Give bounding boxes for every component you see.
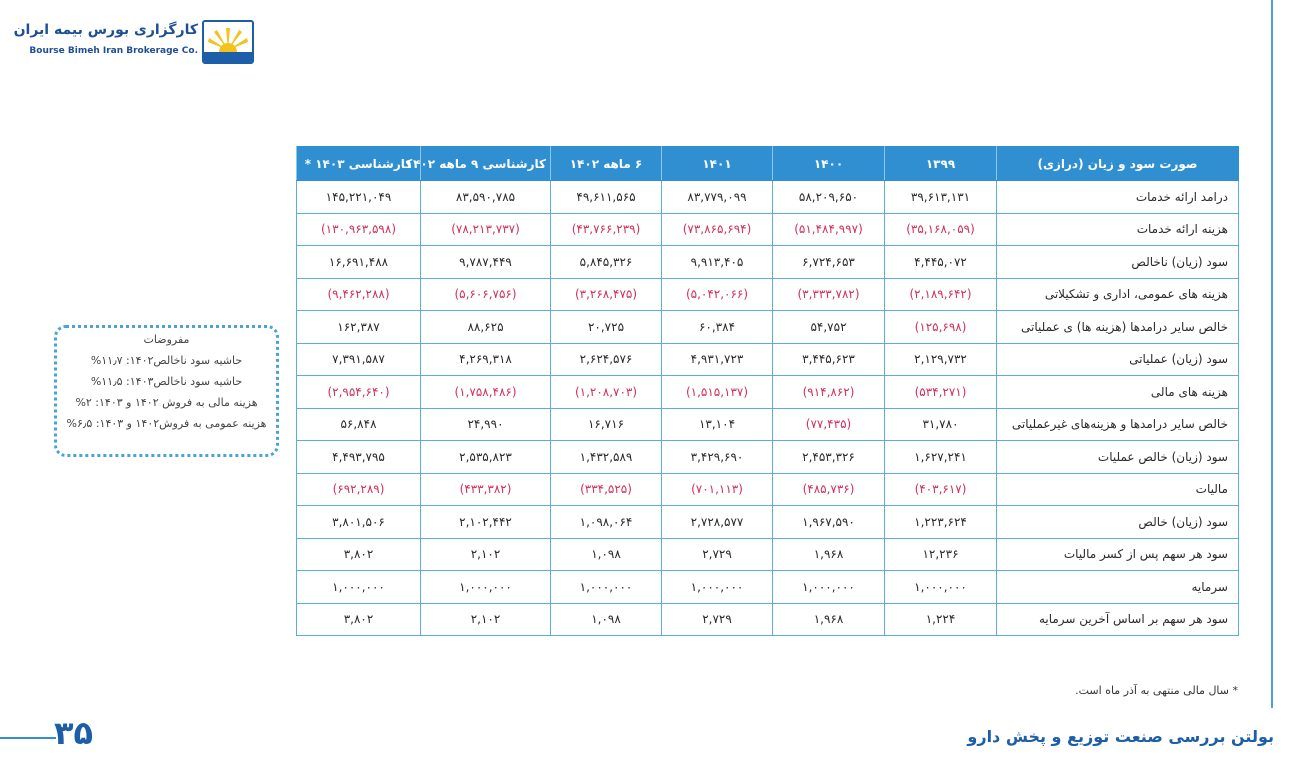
table-cell: (۵,۶۰۶,۷۵۶) bbox=[421, 278, 551, 311]
table-cell: ۳,۸۰۲ bbox=[297, 603, 421, 636]
table-cell: (۷۰۱,۱۱۳) bbox=[662, 473, 773, 506]
table-cell: (۳۵,۱۶۸,۰۵۹) bbox=[885, 213, 997, 246]
table-cell: ۱,۰۰۰,۰۰۰ bbox=[421, 571, 551, 604]
column-header: ۱۳۹۹ bbox=[885, 147, 997, 181]
table-cell: ۲,۷۲۹ bbox=[662, 538, 773, 571]
table-cell: ۳,۴۴۵,۶۲۳ bbox=[773, 343, 885, 376]
table-header-row bbox=[297, 147, 1239, 181]
table-cell: (۵,۰۴۲,۰۶۶) bbox=[662, 278, 773, 311]
table-cell: ۱,۰۰۰,۰۰۰ bbox=[551, 571, 662, 604]
column-header: ۱۴۰۱ bbox=[662, 147, 773, 181]
table-cell: ۵,۸۴۵,۳۲۶ bbox=[551, 246, 662, 279]
table-cell: (۵۳۴,۲۷۱) bbox=[885, 376, 997, 409]
row-label: هزینه های عمومی، اداری و تشکیلاتی bbox=[997, 278, 1239, 311]
column-header: ۶ ماهه ۱۴۰۲ bbox=[551, 147, 662, 181]
table-row bbox=[297, 538, 1239, 571]
table-cell: ۸۳,۷۷۹,۰۹۹ bbox=[662, 181, 773, 214]
footnote: * سال مالی منتهی به آذر ماه است. bbox=[1075, 684, 1238, 697]
table-cell: ۹,۹۱۳,۴۰۵ bbox=[662, 246, 773, 279]
table-cell: ۵۶,۸۴۸ bbox=[297, 408, 421, 441]
table-cell: (۹۱۴,۸۶۲) bbox=[773, 376, 885, 409]
table-cell: (۱,۵۱۵,۱۳۷) bbox=[662, 376, 773, 409]
table-cell: ۱,۰۰۰,۰۰۰ bbox=[885, 571, 997, 604]
column-header: ۱۴۰۰ bbox=[773, 147, 885, 181]
table-cell: (۷۷,۴۳۵) bbox=[773, 408, 885, 441]
table-cell: ۲,۱۲۹,۷۳۲ bbox=[885, 343, 997, 376]
table-cell: ۲,۱۰۲ bbox=[421, 538, 551, 571]
table-cell: ۷,۳۹۱,۵۸۷ bbox=[297, 343, 421, 376]
table-cell: ۱۶,۶۹۱,۴۸۸ bbox=[297, 246, 421, 279]
table-cell: (۳۳۴,۵۲۵) bbox=[551, 473, 662, 506]
assumption-line: حاشیه سود ناخالص۱۴۰۲: ۱۱٫۷% bbox=[90, 354, 243, 367]
table-cell: (۴۳۳,۳۸۲) bbox=[421, 473, 551, 506]
table-cell: ۸۸,۶۲۵ bbox=[421, 311, 551, 344]
table-cell: ۶۰,۳۸۴ bbox=[662, 311, 773, 344]
row-label: سود هر سهم پس از کسر مالیات bbox=[997, 538, 1239, 571]
row-label: خالص سایر درامدها و هزینه‌های غیرعملیاتی bbox=[997, 408, 1239, 441]
table-cell: (۳,۲۶۸,۴۷۵) bbox=[551, 278, 662, 311]
table-cell: (۴۸۵,۷۳۶) bbox=[773, 473, 885, 506]
table-cell: ۵۴,۷۵۲ bbox=[773, 311, 885, 344]
row-label: هزینه های مالی bbox=[997, 376, 1239, 409]
table-row bbox=[297, 441, 1239, 474]
assumption-line: هزینه مالی به فروش ۱۴۰۲ و ۱۴۰۳: ۲% bbox=[75, 396, 258, 409]
logo-name-en: Bourse Bimeh Iran Brokerage Co. bbox=[29, 46, 198, 56]
assumptions-title: مفروضات bbox=[143, 333, 190, 346]
table-cell: ۲,۱۰۲,۴۴۲ bbox=[421, 506, 551, 539]
table-cell: ۱,۹۶۸ bbox=[773, 603, 885, 636]
table-cell: ۱,۲۲۴ bbox=[885, 603, 997, 636]
row-label: هزینه ارائه خدمات bbox=[997, 213, 1239, 246]
table-cell: (۵۱,۴۸۴,۹۹۷) bbox=[773, 213, 885, 246]
table-cell: ۲,۴۵۳,۳۲۶ bbox=[773, 441, 885, 474]
row-label: مالیات bbox=[997, 473, 1239, 506]
table-cell: ۲,۱۰۲ bbox=[421, 603, 551, 636]
row-label: سود (زیان) خالص bbox=[997, 506, 1239, 539]
table-row bbox=[297, 376, 1239, 409]
column-header: صورت سود و زیان (درازی) bbox=[997, 147, 1239, 181]
table-cell: (۹,۴۶۲,۲۸۸) bbox=[297, 278, 421, 311]
assumptions-box bbox=[54, 325, 279, 457]
row-label: خالص سایر درامدها (هزینه ها) ی عملیاتی bbox=[997, 311, 1239, 344]
table-cell: ۴,۹۳۱,۷۲۳ bbox=[662, 343, 773, 376]
page-number-line bbox=[0, 737, 56, 739]
table-cell: ۱,۶۲۷,۲۴۱ bbox=[885, 441, 997, 474]
table-cell: ۱۳,۱۰۴ bbox=[662, 408, 773, 441]
table-cell: ۱۲,۲۳۶ bbox=[885, 538, 997, 571]
logo-name-fa: کارگزاری بورس بیمه ایران bbox=[13, 22, 198, 38]
table-cell: ۱,۰۹۸ bbox=[551, 538, 662, 571]
table-cell: (۲,۹۵۴,۶۴۰) bbox=[297, 376, 421, 409]
assumption-line: حاشیه سود ناخالص۱۴۰۳: ۱۱٫۵% bbox=[90, 375, 243, 388]
table-row bbox=[297, 246, 1239, 279]
table-row bbox=[297, 571, 1239, 604]
table-cell: (۱,۷۵۸,۴۸۶) bbox=[421, 376, 551, 409]
table-cell: ۴,۲۶۹,۳۱۸ bbox=[421, 343, 551, 376]
table-cell: (۷۳,۸۶۵,۶۹۴) bbox=[662, 213, 773, 246]
profit-loss-table bbox=[296, 146, 1239, 636]
table-cell: (۷۸,۲۱۳,۷۳۷) bbox=[421, 213, 551, 246]
row-label: سود هر سهم بر اساس آخرین سرمایه bbox=[997, 603, 1239, 636]
table-cell: ۲۰,۷۲۵ bbox=[551, 311, 662, 344]
table-cell: ۴۹,۶۱۱,۵۶۵ bbox=[551, 181, 662, 214]
table-row bbox=[297, 181, 1239, 214]
table-cell: ۳,۴۲۹,۶۹۰ bbox=[662, 441, 773, 474]
table-row bbox=[297, 213, 1239, 246]
table-row bbox=[297, 311, 1239, 344]
column-header: کارشناسی ۹ ماهه ۱۴۰۲ bbox=[421, 147, 551, 181]
table-cell: (۴۰۳,۶۱۷) bbox=[885, 473, 997, 506]
row-label: سود (زیان) عملیاتی bbox=[997, 343, 1239, 376]
table-cell: ۱۶۲,۳۸۷ bbox=[297, 311, 421, 344]
row-label: درامد ارائه خدمات bbox=[997, 181, 1239, 214]
table-cell: ۱,۰۹۸ bbox=[551, 603, 662, 636]
table-row bbox=[297, 473, 1239, 506]
table-cell: ۴,۴۴۵,۰۷۲ bbox=[885, 246, 997, 279]
table-row bbox=[297, 278, 1239, 311]
table-row bbox=[297, 408, 1239, 441]
table-cell: (۶۹۲,۲۸۹) bbox=[297, 473, 421, 506]
table-cell: ۱,۰۰۰,۰۰۰ bbox=[297, 571, 421, 604]
table-cell: ۱,۰۰۰,۰۰۰ bbox=[662, 571, 773, 604]
table-cell: ۱۴۵,۲۲۱,۰۴۹ bbox=[297, 181, 421, 214]
table-cell: ۲۴,۹۹۰ bbox=[421, 408, 551, 441]
table-row bbox=[297, 506, 1239, 539]
table-cell: ۱,۲۲۳,۶۲۴ bbox=[885, 506, 997, 539]
table-cell: ۲,۵۳۵,۸۲۳ bbox=[421, 441, 551, 474]
table-cell: ۱,۰۰۰,۰۰۰ bbox=[773, 571, 885, 604]
column-header: کارشناسی ۱۴۰۳ * bbox=[297, 147, 421, 181]
right-border-line bbox=[1271, 0, 1273, 708]
table-cell: ۱,۰۹۸,۰۶۴ bbox=[551, 506, 662, 539]
table-cell: (۴۳,۷۶۶,۲۳۹) bbox=[551, 213, 662, 246]
row-label: سود (زیان) ناخالص bbox=[997, 246, 1239, 279]
table-cell: ۲,۷۲۸,۵۷۷ bbox=[662, 506, 773, 539]
table-row bbox=[297, 343, 1239, 376]
table-cell: ۳۹,۶۱۳,۱۳۱ bbox=[885, 181, 997, 214]
table-cell: (۳,۳۳۳,۷۸۲) bbox=[773, 278, 885, 311]
table-cell: ۴,۴۹۳,۷۹۵ bbox=[297, 441, 421, 474]
page-number: ۳۵ bbox=[54, 714, 94, 752]
table-cell: ۹,۷۸۷,۴۴۹ bbox=[421, 246, 551, 279]
table-cell: ۳,۸۰۱,۵۰۶ bbox=[297, 506, 421, 539]
table-cell: ۱۶,۷۱۶ bbox=[551, 408, 662, 441]
company-logo bbox=[13, 20, 256, 66]
table-cell: ۲,۶۲۴,۵۷۶ bbox=[551, 343, 662, 376]
table-cell: ۳,۸۰۲ bbox=[297, 538, 421, 571]
table-cell: (۱,۲۰۸,۷۰۳) bbox=[551, 376, 662, 409]
bulletin-title: بولتن بررسی صنعت توزیع و پخش دارو bbox=[967, 727, 1274, 746]
table-cell: ۸۳,۵۹۰,۷۸۵ bbox=[421, 181, 551, 214]
row-label: سرمایه bbox=[997, 571, 1239, 604]
table-cell: ۲,۷۲۹ bbox=[662, 603, 773, 636]
table-cell: (۱۳۰,۹۶۳,۵۹۸) bbox=[297, 213, 421, 246]
table-cell: (۲,۱۸۹,۶۴۲) bbox=[885, 278, 997, 311]
table-cell: ۳۱,۷۸۰ bbox=[885, 408, 997, 441]
table-cell: ۱,۴۳۲,۵۸۹ bbox=[551, 441, 662, 474]
table-row bbox=[297, 603, 1239, 636]
logo-sun-icon bbox=[202, 20, 254, 64]
assumption-line: هزینه عمومی به فروش۱۴۰۲ و ۱۴۰۳: ۶٫۵% bbox=[66, 417, 267, 430]
table-cell: (۱۲۵,۶۹۸) bbox=[885, 311, 997, 344]
table-cell: ۱,۹۶۷,۵۹۰ bbox=[773, 506, 885, 539]
table-cell: ۶,۷۲۴,۶۵۳ bbox=[773, 246, 885, 279]
table-cell: ۱,۹۶۸ bbox=[773, 538, 885, 571]
table-cell: ۵۸,۲۰۹,۶۵۰ bbox=[773, 181, 885, 214]
row-label: سود (زیان) خالص عملیات bbox=[997, 441, 1239, 474]
